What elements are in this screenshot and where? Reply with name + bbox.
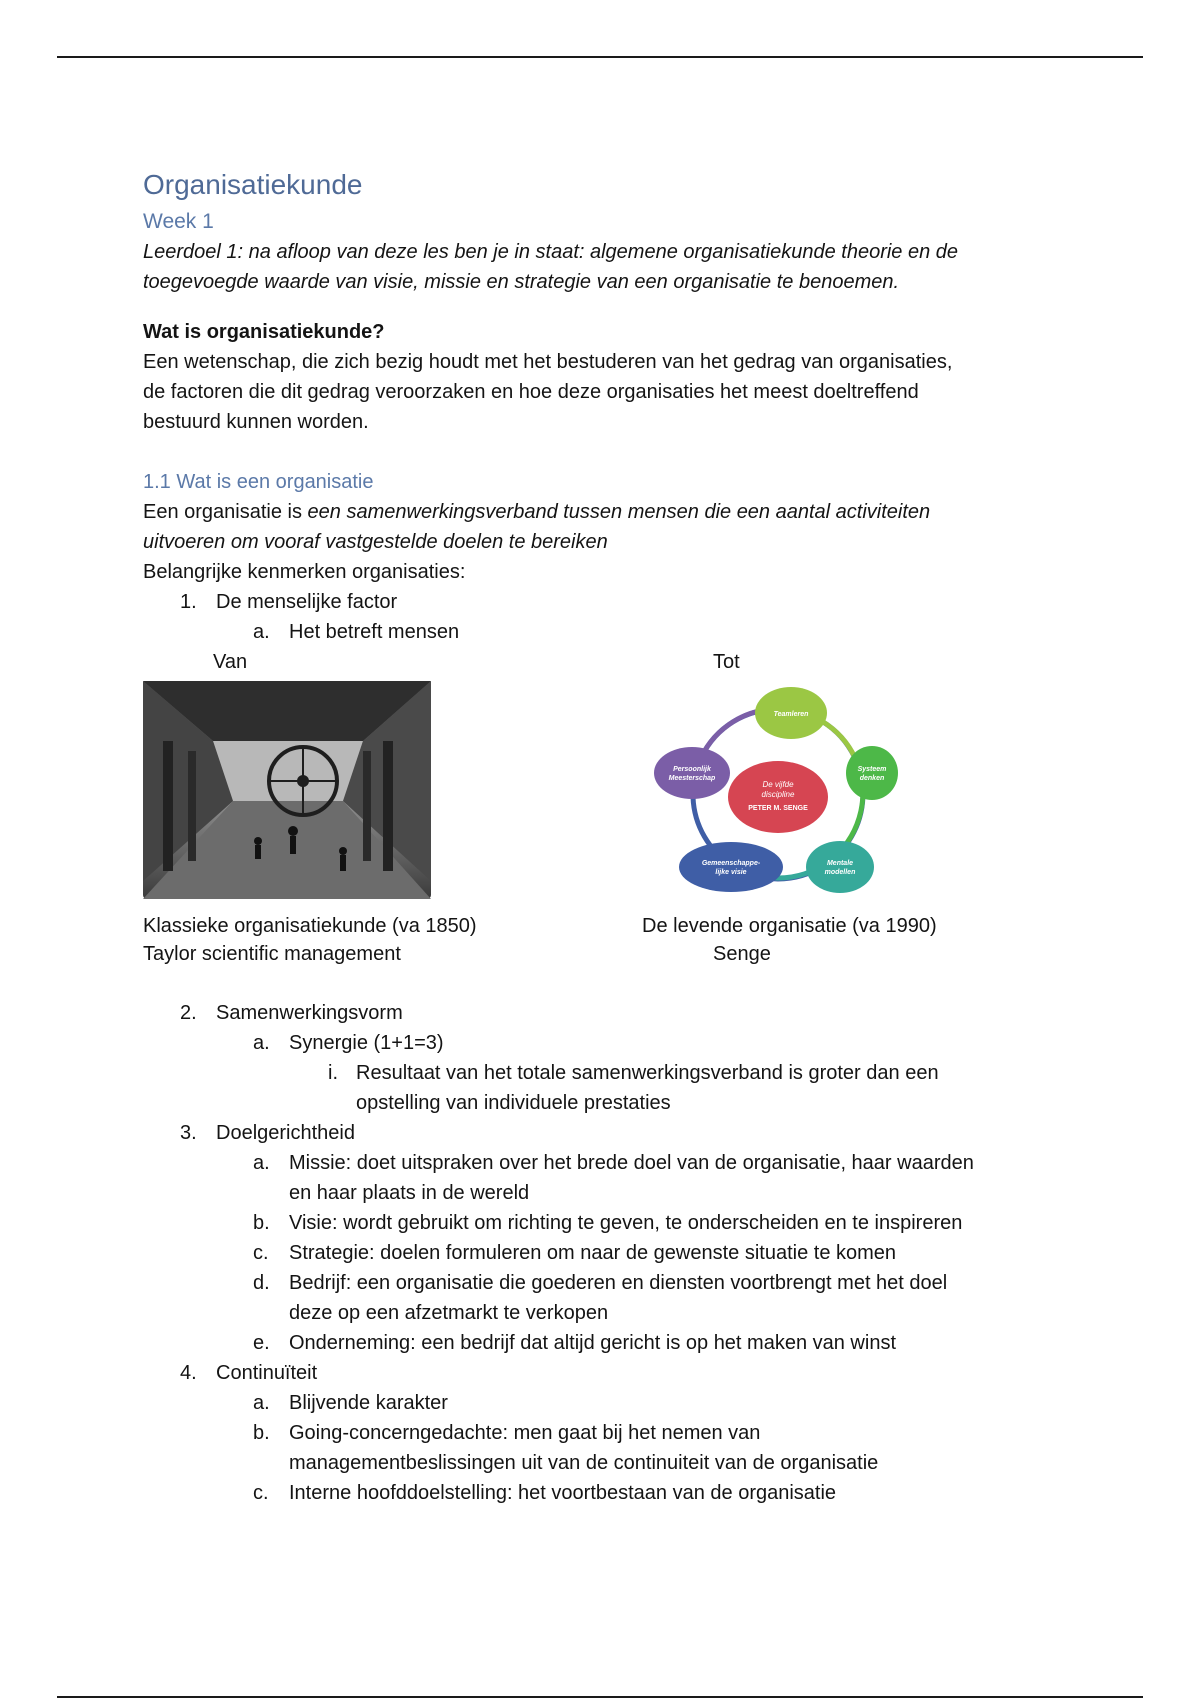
list-label: Synergie (1+1=3): [289, 1031, 444, 1054]
diagram-node-bottom-right: [806, 841, 874, 893]
list-label: Onderneming: een bedrijf dat altijd gericht is op het maken van winst: [289, 1331, 897, 1354]
list-item: [253, 1028, 1073, 1058]
diagram-node-label: Teamleren: [773, 710, 809, 718]
definition-paragraph: [143, 497, 1073, 557]
diagram-node-label: modellen: [824, 868, 856, 876]
list-item: [180, 587, 1073, 617]
intro-line: de factoren die dit gedrag veroorzaken en hoe deze organisaties het meest doeltreffend: [143, 380, 919, 403]
learning-goal-line: Leerdoel 1: na afloop van deze les ben je in staat: algemene organisatiekunde theorie en de: [143, 240, 959, 263]
list-label: [356, 1058, 939, 1118]
diagram-node-label: Persoonlijk: [673, 765, 711, 773]
list-label-line: Missie: doet uitspraken over het brede doel van de organisatie, haar waarden: [289, 1151, 974, 1174]
diagram-node-label: Systeem: [857, 765, 887, 773]
left-caption: Taylor scientific management: [143, 942, 401, 965]
definition-italic: een samenwerkingsverband tussen mensen die een aantal activiteiten: [307, 500, 931, 523]
right-caption: Senge: [713, 942, 771, 965]
list-label: [289, 1148, 974, 1208]
tot-label: Tot: [713, 650, 740, 673]
list-number: a.: [253, 1031, 270, 1054]
list-item: [180, 1118, 1073, 1148]
list-label: Doelgerichtheid: [216, 1121, 355, 1144]
list-item: [328, 1058, 1073, 1118]
right-caption: De levende organisatie (va 1990): [642, 914, 937, 937]
list-label: [289, 1268, 947, 1328]
list-item: [253, 617, 1073, 647]
left-caption: Klassieke organisatiekunde (va 1850): [143, 914, 477, 937]
list-item: [253, 1238, 1073, 1268]
diagram-center-label: De vijfde: [762, 779, 794, 789]
list-number: c.: [253, 1241, 269, 1264]
list-label: Blijvende karakter: [289, 1391, 448, 1414]
list-item: [253, 1478, 1073, 1508]
list-number: i.: [328, 1061, 338, 1084]
document-body: [143, 168, 1073, 1508]
diagram-node-label: Meesterschap: [668, 774, 716, 782]
list-number: d.: [253, 1271, 270, 1294]
list-label-line: managementbeslissingen uit van de continuiteit van de organisatie: [289, 1451, 879, 1474]
learning-goal: [143, 237, 1073, 297]
list-number: 4.: [180, 1361, 197, 1384]
figure-row: [143, 647, 1073, 972]
learning-goal-line: toegevoegde waarde van visie, missie en strategie van een organisatie te benoemen.: [143, 270, 900, 293]
kenmerken-lead: Belangrijke kenmerken organisaties:: [143, 560, 466, 583]
list-item: [253, 1208, 1073, 1238]
list-number: b.: [253, 1211, 270, 1234]
header-rule: [57, 56, 1143, 58]
list-label: Strategie: doelen formuleren om naar de gewenste situatie te komen: [289, 1241, 897, 1264]
diagram-node-bottom-left: [679, 842, 783, 892]
diagram-node-label: Gemeenschappe-: [701, 859, 761, 867]
list-item: [180, 998, 1073, 1028]
list-label: [289, 1418, 878, 1478]
diagram-node-label: Mentale: [826, 859, 854, 867]
week-heading: Week 1: [143, 209, 214, 233]
intro-line: Een wetenschap, die zich bezig houdt met het bestuderen van het gedrag van organisaties,: [143, 350, 953, 373]
diagram-center-label: discipline: [761, 789, 795, 799]
diagram-center-label: PETER M. SENGE: [748, 804, 808, 812]
diagram-node-label: lijke visie: [715, 868, 747, 876]
list-number: b.: [253, 1421, 270, 1444]
list-label-line: Resultaat van het totale samenwerkingsverband is groter dan een: [356, 1061, 939, 1084]
diagram-node-right: [846, 746, 898, 800]
intro-paragraph: [143, 347, 1073, 437]
definition-italic: uitvoeren om vooraf vastgestelde doelen te bereiken: [143, 530, 608, 553]
list-number: c.: [253, 1481, 269, 1504]
list-label: Samenwerkingsvorm: [216, 1001, 403, 1024]
list-label-line: Going-concerngedachte: men gaat bij het nemen van: [289, 1421, 761, 1444]
footer-rule: [57, 1696, 1143, 1698]
intro-line: bestuurd kunnen worden.: [143, 410, 369, 433]
list-label: Visie: wordt gebruikt om richting te geven, te onderscheiden en te inspireren: [289, 1211, 963, 1234]
diagram-node-label: denken: [859, 774, 885, 782]
list-label-line: opstelling van individuele prestaties: [356, 1091, 671, 1114]
list-number: a.: [253, 620, 270, 643]
question-heading: Wat is organisatiekunde?: [143, 320, 385, 343]
list-number: a.: [253, 1151, 270, 1174]
list-number: 3.: [180, 1121, 197, 1144]
list-label-line: deze op een afzetmarkt te verkopen: [289, 1301, 609, 1324]
list-item: [253, 1388, 1073, 1418]
document-title: Organisatiekunde: [143, 169, 363, 200]
definition-prefix: Een organisatie is: [143, 500, 308, 523]
list-item: [253, 1268, 1073, 1328]
list-item: [253, 1418, 1073, 1478]
list-number: 2.: [180, 1001, 197, 1024]
list-item: [180, 1358, 1073, 1388]
senge-diagram: [653, 685, 903, 895]
list-number: 1.: [180, 590, 197, 613]
list-number: a.: [253, 1391, 270, 1414]
van-label: Van: [213, 650, 248, 673]
list-item: [253, 1148, 1073, 1208]
list-label: Het betreft mensen: [289, 620, 460, 643]
list-label-line: Bedrijf: een organisatie die goederen en diensten voortbrengt met het doel: [289, 1271, 948, 1294]
section-heading: 1.1 Wat is een organisatie: [143, 470, 374, 493]
list-number: e.: [253, 1331, 270, 1354]
list-item: [253, 1328, 1073, 1358]
list-label: Interne hoofddoelstelling: het voortbestaan van de organisatie: [289, 1481, 837, 1504]
diagram-node-left: [654, 747, 730, 799]
list-label-line: en haar plaats in de wereld: [289, 1181, 530, 1204]
factory-image: [143, 681, 431, 899]
list-label: Continuïteit: [216, 1361, 318, 1384]
list-label: De menselijke factor: [216, 590, 398, 613]
